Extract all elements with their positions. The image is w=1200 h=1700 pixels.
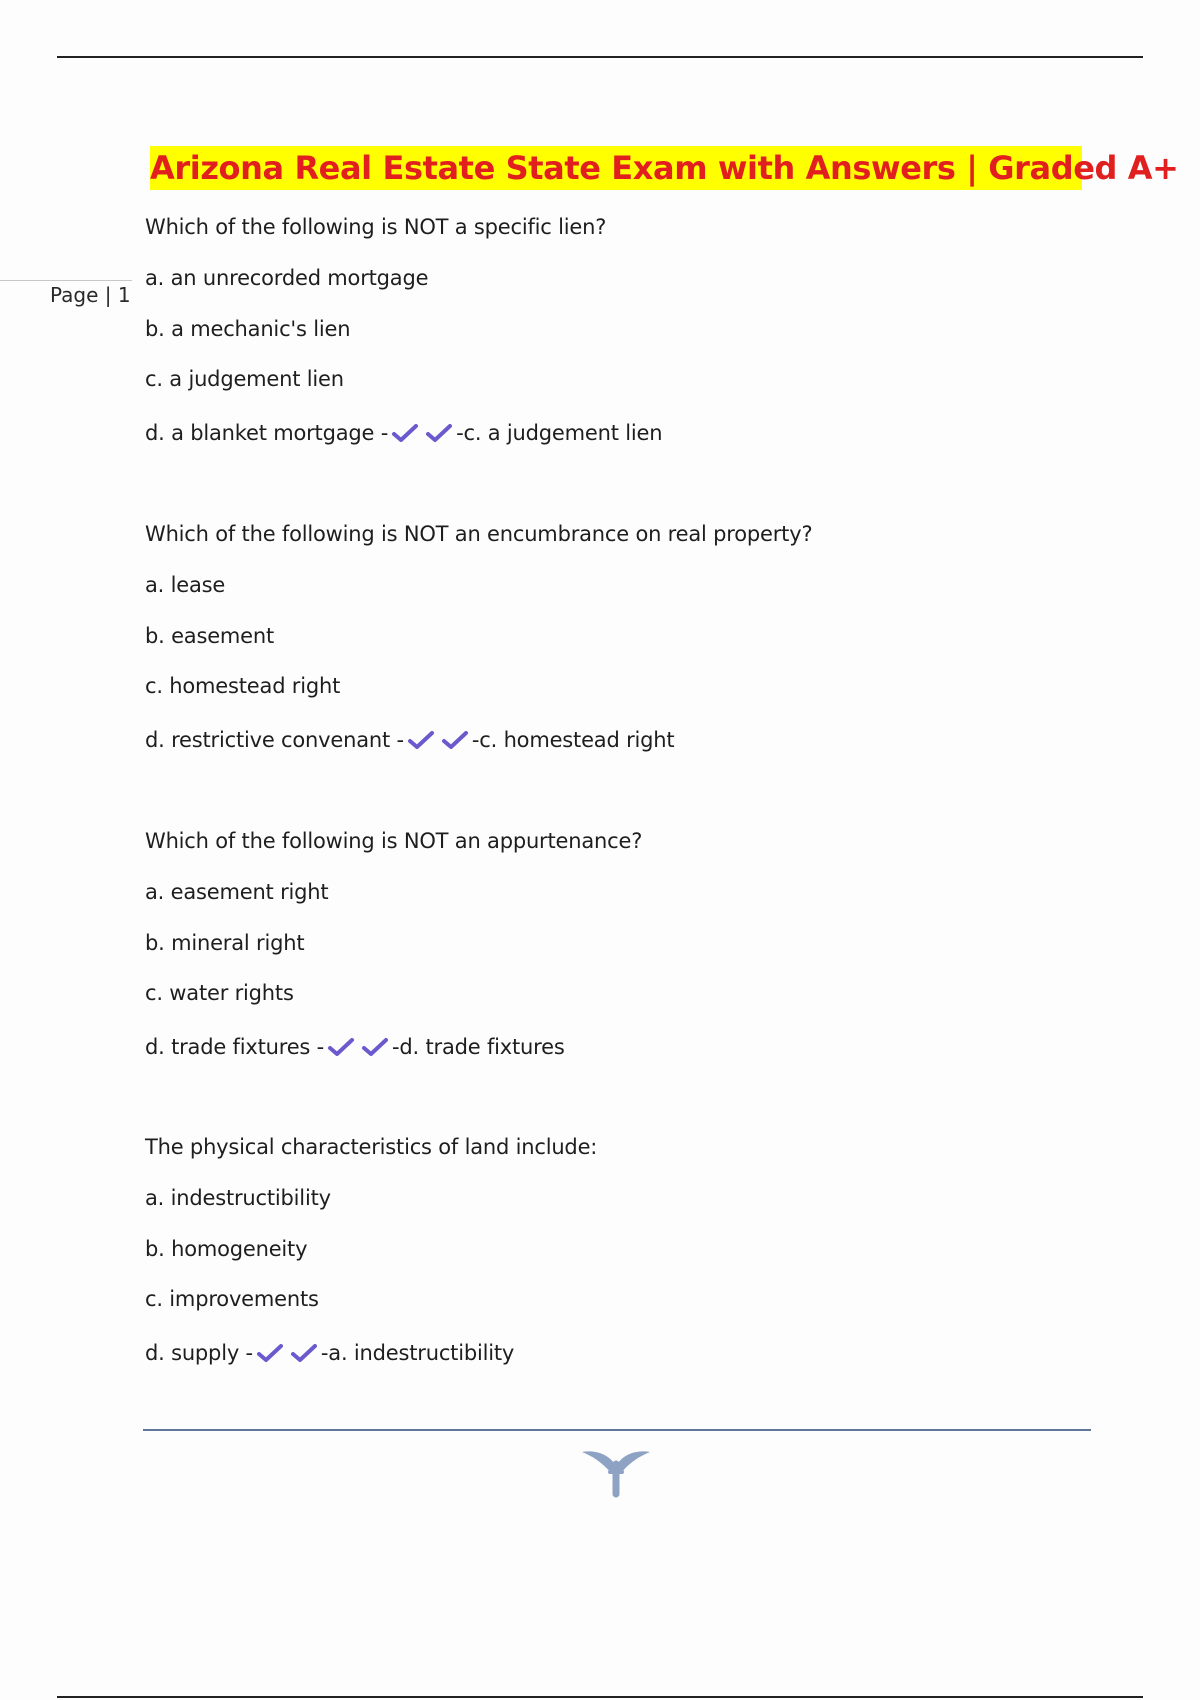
checkmark-icon xyxy=(407,730,435,750)
checkmark-icon xyxy=(361,1037,389,1057)
checkmark-icon xyxy=(290,1343,318,1363)
checkmark-icon xyxy=(327,1037,355,1057)
answer-option: b. a mechanic's lien xyxy=(145,317,351,341)
answer-option: c. homestead right xyxy=(145,674,341,698)
answer-option-with-key xyxy=(145,421,662,445)
question-text: The physical characteristics of land include: xyxy=(145,1135,598,1159)
answer-option: d. a blanket mortgage - xyxy=(145,421,389,445)
correct-answer: -a. indestructibility xyxy=(320,1341,515,1365)
answer-option: a. indestructibility xyxy=(145,1186,331,1210)
page-number-label: Page | 1 xyxy=(50,283,131,307)
bottom-rule xyxy=(57,1696,1143,1698)
checkmark-icon xyxy=(391,423,419,443)
answer-option-with-key xyxy=(145,1035,565,1059)
answer-option: d. restrictive convenant - xyxy=(145,728,404,752)
answer-option: b. mineral right xyxy=(145,931,305,955)
checkmark-icon xyxy=(425,423,453,443)
correct-answer: -d. trade fixtures xyxy=(392,1035,565,1059)
answer-option: c. water rights xyxy=(145,981,294,1005)
question-text: Which of the following is NOT an appurtenance? xyxy=(145,829,643,853)
answer-option: c. a judgement lien xyxy=(145,367,344,391)
question-text: Which of the following is NOT an encumbrance on real property? xyxy=(145,522,813,546)
page-marker-line xyxy=(0,280,132,281)
plant-logo-icon xyxy=(580,1444,652,1498)
question-text: Which of the following is NOT a specific lien? xyxy=(145,215,607,239)
checkmark-icon xyxy=(256,1343,284,1363)
answer-option-with-key xyxy=(145,728,674,752)
correct-answer: -c. homestead right xyxy=(471,728,675,752)
answer-option: b. homogeneity xyxy=(145,1237,308,1261)
answer-option: c. improvements xyxy=(145,1287,319,1311)
answer-option: d. trade fixtures - xyxy=(145,1035,325,1059)
footer-rule xyxy=(143,1429,1091,1431)
answer-option-with-key xyxy=(145,1341,514,1365)
correct-answer: -c. a judgement lien xyxy=(456,421,663,445)
header-rule xyxy=(57,56,1143,58)
answer-option: a. an unrecorded mortgage xyxy=(145,266,429,290)
answer-option: a. lease xyxy=(145,573,226,597)
answer-option: d. supply - xyxy=(145,1341,253,1365)
checkmark-icon xyxy=(441,730,469,750)
answer-option: a. easement right xyxy=(145,880,329,904)
answer-option: b. easement xyxy=(145,624,275,648)
document-title: Arizona Real Estate State Exam with Answers | Graded A+ xyxy=(150,149,1179,187)
